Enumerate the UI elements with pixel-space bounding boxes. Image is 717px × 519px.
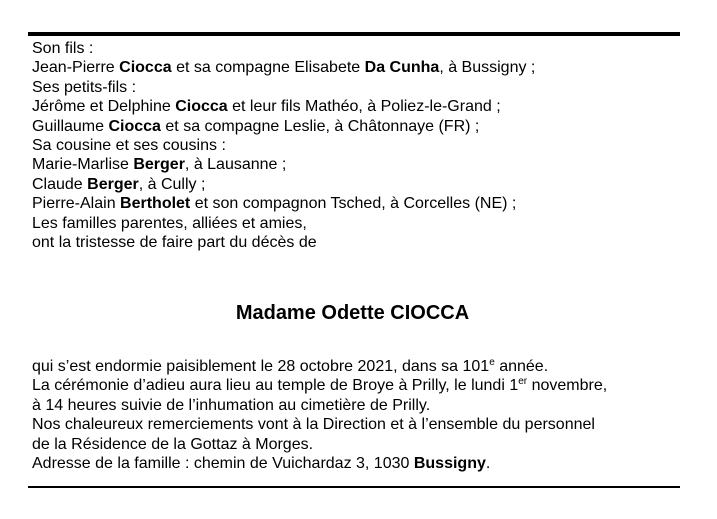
details-line2-sup: er [518, 376, 528, 388]
grandchild2-last: Ciocca [108, 117, 161, 135]
cousin3-rest: et son compagnon Tsched, à Corcelles (NE) ; [190, 195, 517, 213]
details-line1-b: année. [494, 358, 549, 375]
grandchildren-label: Ses petits-fils : [32, 78, 137, 96]
grandchild2-rest: et sa compagne Leslie, à Châtonnaye (FR) ; [160, 117, 480, 135]
grandchild1-first: Jérôme et Delphine [32, 98, 176, 116]
cousin1-rest: , à Lausanne ; [184, 156, 287, 174]
details-line-3: à 14 heures suivie de l’inhumation au cimetière de Prilly. [32, 396, 431, 414]
cousin2-last: Berger [87, 175, 139, 193]
cousin-line-1 [32, 155, 535, 174]
cousin-line-3 [32, 194, 535, 213]
son-rest: , à Bussigny ; [439, 59, 536, 77]
grandchild-line-1 [32, 97, 535, 116]
son-label: Son fils : [32, 40, 94, 57]
cousin1-last: Berger [133, 156, 185, 174]
grandchild2-first: Guillaume [32, 117, 109, 135]
details-line2-b: novembre, [527, 377, 608, 395]
son-first: Jean-Pierre [32, 59, 120, 77]
son-last: Ciocca [119, 59, 172, 77]
details-line-4: Nos chaleureux remerciements vont à la Direction et à l’ensemble du personnel [32, 416, 595, 434]
families-line: Les familles parentes, alliées et amies, [32, 214, 307, 232]
announce-line: ont la tristesse de faire part du décès de [32, 233, 317, 251]
cousin2-rest: , à Cully ; [138, 175, 206, 193]
grandchild1-last: Ciocca [175, 98, 228, 116]
cousin1-first: Marie-Marlise [32, 156, 134, 174]
bottom-rule [28, 486, 680, 488]
grandchild-line-2 [32, 117, 535, 136]
cousin-line-2 [32, 175, 535, 194]
details-line-6 [32, 454, 607, 473]
son-line [32, 58, 535, 77]
details-line-5: de la Résidence de la Gottaz à Morges. [32, 435, 314, 453]
details-line2-a: La cérémonie d’adieu aura lieu au temple de Broye à Prilly, le lundi 1 [32, 377, 519, 395]
grandchild1-rest: et leur fils Mathéo, à Poliez-le-Grand ; [227, 98, 501, 116]
son-mid: et sa compagne Elisabete [171, 59, 365, 77]
top-rule [28, 32, 680, 36]
cousins-label: Sa cousine et ses cousins : [32, 136, 226, 154]
deceased-name: Madame Odette CIOCCA [235, 302, 470, 324]
details-line-2 [32, 376, 607, 395]
cousin2-first: Claude [32, 175, 88, 193]
details-line6-a: Adresse de la famille : chemin de Vuichardaz 3, 1030 [32, 454, 414, 472]
details-line1-a: qui s’est endormie paisiblement le 28 octobre 2021, dans sa 101 [32, 358, 490, 375]
details-line6-b: . [485, 454, 491, 472]
son-partner-last: Da Cunha [364, 59, 440, 77]
details-line1-sup: e [489, 357, 495, 368]
ceremony-details [32, 357, 607, 473]
details-line-1 [32, 357, 607, 376]
cousin3-last: Bertholet [120, 195, 191, 213]
details-line6-bold: Bussigny [413, 454, 486, 472]
family-list [32, 39, 535, 252]
cousin3-first: Pierre-Alain [32, 195, 121, 213]
